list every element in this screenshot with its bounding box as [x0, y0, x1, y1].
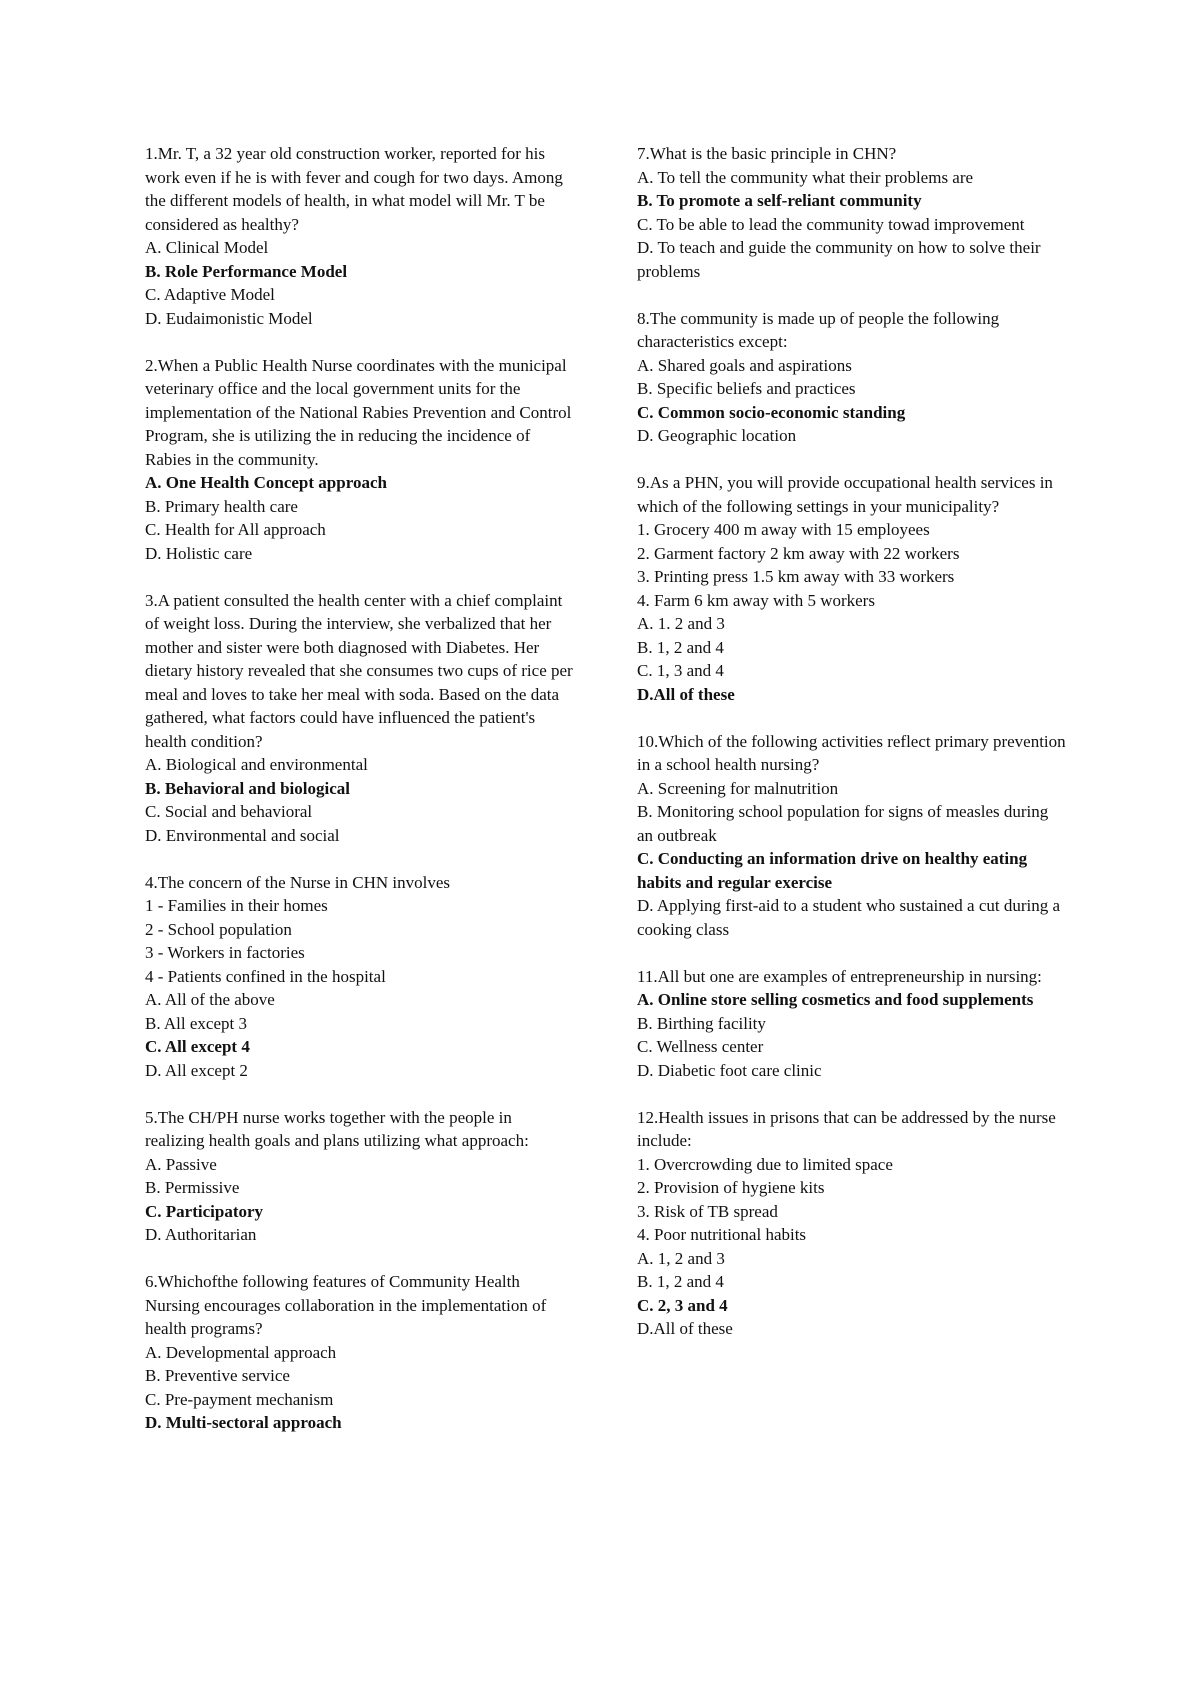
question-stem: 10.Which of the following activities reflect primary prevention in a school health nursing? [637, 731, 1066, 774]
question-stem: 2.When a Public Health Nurse coordinates with the municipal veterinary office and the local government units for the implementation of the National Rabies Prevention and Control Program, she is utilizing the in reducing the incidence of Rabies in the community. [145, 355, 572, 469]
correct-answer: B. To promote a self-reliant community [637, 191, 922, 210]
answer-option: D. Diabetic foot care clinic [637, 1060, 822, 1080]
left-column [145, 142, 575, 1458]
question-stem: 1.Mr. T, a 32 year old construction worker, reported for his work even if he is with fever and cough for two days. Among the different models of health, in what model will Mr. T be considered as healthy? [145, 144, 563, 234]
correct-answer: D. Multi-sectoral approach [145, 1413, 342, 1432]
answer-option: D. Authoritarian [145, 1225, 257, 1244]
correct-answer: C. 2, 3 and 4 [637, 1295, 728, 1315]
answer-option: B. Specific beliefs and practices [637, 379, 856, 398]
answer-option: B. All except 3 [145, 1013, 247, 1033]
correct-answer: B. Behavioral and biological [145, 778, 350, 798]
question-block [637, 142, 1067, 283]
answer-option: D. Applying first-aid to a student who sustained a cut during a cooking class [637, 896, 1061, 939]
correct-answer: C. Participatory [145, 1201, 264, 1221]
correct-answer: B. Role Performance Model [145, 261, 348, 281]
answer-option: D.All of these [637, 1319, 733, 1338]
answer-option: B. Permissive [145, 1178, 240, 1197]
answer-option: 2. Provision of hygiene kits [637, 1178, 825, 1197]
answer-option: A. Biological and environmental [145, 755, 368, 774]
answer-option: B. Monitoring school population for signs of measles during an outbreak [637, 802, 1049, 845]
answer-option: D. Eudaimonistic Model [145, 308, 313, 328]
answer-option: C. Adaptive Model [145, 285, 275, 304]
question-stem: 3.A patient consulted the health center with a chief complaint of weight loss. During the interview, she verbalized that her mother and sister were both diagnosed with Diabetes. Her dietary history revealed that she consumes two cups of rice per meal and loves to take her meal with soda. Based on the data gathered, what factors could have influenced the patient's health condition? [145, 590, 573, 751]
answer-option: A. All of the above [145, 990, 275, 1009]
answer-option: C. 1, 3 and 4 [637, 661, 724, 680]
answer-option: D. To teach and guide the community on how to solve their problems [637, 238, 1041, 281]
question-stem: 6.Whichofthe following features of Community Health Nursing encourages collaboration in the implementation of health programs? [145, 1272, 547, 1338]
answer-option: B. Birthing facility [637, 1013, 766, 1033]
answer-option: A. 1. 2 and 3 [637, 614, 725, 633]
answer-option: 4. Poor nutritional habits [637, 1225, 807, 1244]
right-column [637, 142, 1067, 1364]
answer-option: C. Social and behavioral [145, 802, 313, 821]
answer-option: 4 - Patients confined in the hospital [145, 966, 386, 986]
answer-option: D. Geographic location [637, 426, 797, 445]
answer-option: C. Pre-payment mechanism [145, 1389, 334, 1409]
answer-option: 4. Farm 6 km away with 5 workers [637, 590, 875, 610]
answer-option: 3. Printing press 1.5 km away with 33 workers [637, 567, 955, 586]
answer-option: 3. Risk of TB spread [637, 1201, 778, 1221]
answer-option: B. Primary health care [145, 496, 298, 516]
question-block [145, 871, 575, 1083]
question-stem: 11.All but one are examples of entrepreneurship in nursing: [637, 966, 1042, 986]
answer-option: 3 - Workers in factories [145, 943, 305, 962]
answer-option: C. Health for All approach [145, 520, 326, 539]
answer-option: A. 1, 2 and 3 [637, 1248, 725, 1268]
answer-option: A. Clinical Model [145, 238, 269, 257]
answer-option: D. All except 2 [145, 1060, 248, 1080]
question-block [637, 730, 1067, 942]
answer-option: A. Passive [145, 1154, 217, 1174]
answer-option: D. Environmental and social [145, 825, 340, 845]
answer-option: 1 - Families in their homes [145, 896, 328, 915]
question-block [637, 307, 1067, 448]
question-block [637, 1106, 1067, 1341]
question-block [145, 1270, 575, 1435]
answer-option: B. 1, 2 and 4 [637, 1272, 724, 1291]
answer-option: 1. Grocery 400 m away with 15 employees [637, 520, 930, 539]
question-block [145, 142, 575, 330]
answer-option: 1. Overcrowding due to limited space [637, 1154, 893, 1174]
question-stem: 8.The community is made up of people the following characteristics except: [637, 308, 1000, 351]
question-stem: 4.The concern of the Nurse in CHN involves [145, 872, 450, 892]
answer-option: 2 - School population [145, 919, 292, 939]
answer-option: D. Holistic care [145, 543, 253, 563]
answer-option: A. Developmental approach [145, 1342, 337, 1362]
correct-answer: D.All of these [637, 684, 735, 704]
correct-answer: C. All except 4 [145, 1037, 250, 1056]
answer-option: A. Screening for malnutrition [637, 778, 839, 798]
answer-option: A. Shared goals and aspirations [637, 355, 852, 375]
question-stem: 9.As a PHN, you will provide occupational health services in which of the following settings in your municipality? [637, 473, 1053, 516]
correct-answer: C. Common socio-economic standing [637, 402, 906, 422]
answer-option: B. 1, 2 and 4 [637, 637, 724, 657]
answer-option: 2. Garment factory 2 km away with 22 workers [637, 543, 960, 563]
question-block [637, 471, 1067, 706]
question-stem: 12.Health issues in prisons that can be addressed by the nurse include: [637, 1107, 1056, 1150]
correct-answer: A. Online store selling cosmetics and food supplements [637, 990, 1034, 1009]
question-stem: 5.The CH/PH nurse works together with the people in realizing health goals and plans utilizing what approach: [145, 1107, 529, 1150]
answer-option: C. To be able to lead the community towad improvement [637, 214, 1025, 234]
correct-answer: C. Conducting an information drive on healthy eating habits and regular exercise [637, 849, 1028, 892]
question-block [145, 354, 575, 566]
correct-answer: A. One Health Concept approach [145, 473, 387, 492]
question-block [145, 589, 575, 848]
question-stem: 7.What is the basic principle in CHN? [637, 144, 897, 163]
answer-option: A. To tell the community what their problems are [637, 167, 974, 187]
question-block [637, 965, 1067, 1083]
question-block [145, 1106, 575, 1247]
answer-option: B. Preventive service [145, 1366, 290, 1385]
answer-option: C. Wellness center [637, 1037, 764, 1056]
